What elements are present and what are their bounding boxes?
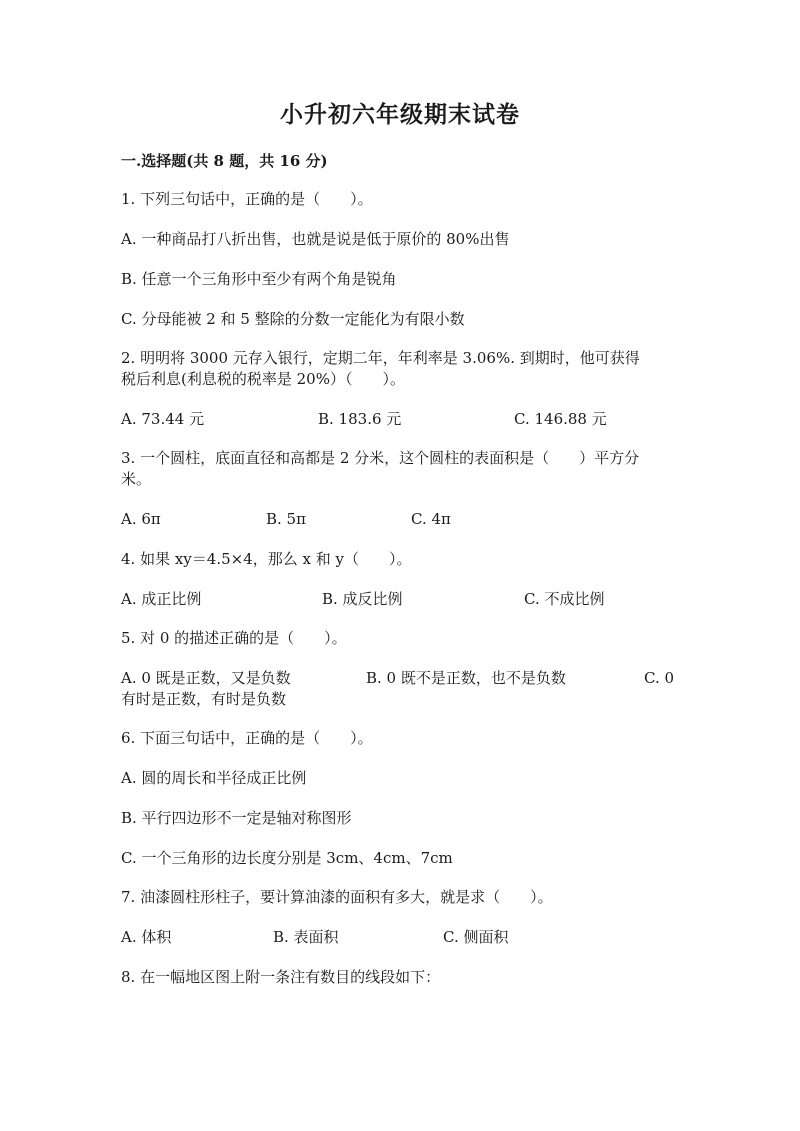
question-3-option-c: C. 4π bbox=[411, 510, 451, 528]
question-4-option-c: C. 不成比例 bbox=[524, 590, 605, 608]
question-6-option-a: A. 圆的周长和半径成正比例 bbox=[121, 769, 307, 787]
question-6-stem: 6. 下面三句话中，正确的是（ ）。 bbox=[121, 729, 373, 747]
section-heading: 一.选择题(共 8 题，共 16 分) bbox=[121, 152, 328, 170]
question-2-stem-line-1: 2. 明明将 3000 元存入银行，定期二年，年利率是 3.06%. 到期时，他可获得 bbox=[121, 349, 640, 367]
question-5-option-c-continued: 有时是正数，有时是负数 bbox=[121, 690, 287, 708]
question-1-option-a: A. 一种商品打八折出售，也就是说是低于原价的 80%出售 bbox=[121, 230, 510, 248]
question-1-option-b: B. 任意一个三角形中至少有两个角是锐角 bbox=[121, 270, 397, 288]
page-title: 小升初六年级期末试卷 bbox=[280, 101, 520, 128]
question-3-stem-line-1: 3. 一个圆柱，底面直径和高都是 2 分米，这个圆柱的表面积是（ ）平方分 bbox=[121, 449, 640, 467]
question-7-stem: 7. 油漆圆柱形柱子，要计算油漆的面积有多大，就是求（ ）。 bbox=[121, 888, 553, 906]
question-7-option-c: C. 侧面积 bbox=[443, 928, 509, 946]
question-4-stem: 4. 如果 xy＝4.5×4，那么 x 和 y（ ）。 bbox=[121, 550, 412, 568]
question-5-option-c: C. 0 bbox=[644, 669, 675, 687]
question-1-option-c: C. 分母能被 2 和 5 整除的分数一定能化为有限小数 bbox=[121, 310, 465, 328]
question-6-option-c: C. 一个三角形的边长度分别是 3cm、4cm、7cm bbox=[121, 849, 453, 867]
question-3-option-b: B. 5π bbox=[266, 510, 306, 528]
question-8-stem: 8. 在一幅地区图上附一条注有数目的线段如下： bbox=[121, 968, 441, 986]
question-5-option-a: A. 0 既是正数，又是负数 bbox=[121, 669, 291, 687]
question-4-option-a: A. 成正比例 bbox=[121, 590, 202, 608]
question-7-option-a: A. 体积 bbox=[121, 928, 172, 946]
question-2-stem-line-2: 税后利息(利息税的税率是 20%）（ ）。 bbox=[121, 370, 405, 388]
question-1-stem: 1. 下列三句话中，正确的是（ ）。 bbox=[121, 190, 373, 208]
question-3-stem-line-2: 米。 bbox=[121, 470, 152, 488]
question-5-option-b: B. 0 既不是正数，也不是负数 bbox=[366, 669, 566, 687]
question-5-stem: 5. 对 0 的描述正确的是（ ）。 bbox=[121, 629, 347, 647]
question-6-option-b: B. 平行四边形不一定是轴对称图形 bbox=[121, 809, 352, 827]
question-3-option-a: A. 6π bbox=[121, 510, 161, 528]
question-4-option-b: B. 成反比例 bbox=[322, 590, 403, 608]
question-2-option-c: C. 146.88 元 bbox=[514, 410, 607, 428]
question-7-option-b: B. 表面积 bbox=[273, 928, 339, 946]
question-2-option-b: B. 183.6 元 bbox=[318, 410, 402, 428]
question-2-option-a: A. 73.44 元 bbox=[121, 410, 205, 428]
